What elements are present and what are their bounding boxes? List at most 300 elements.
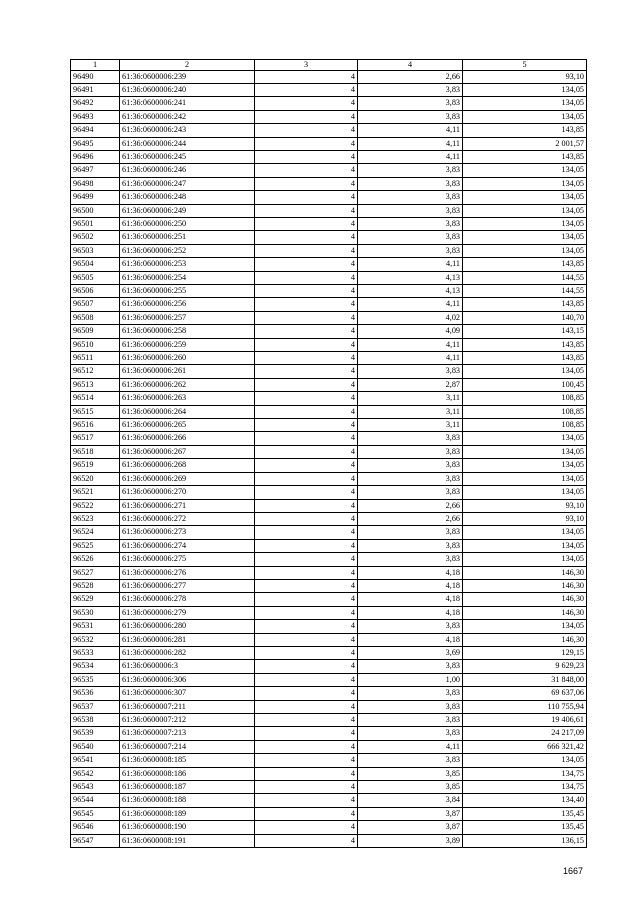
- table-row: [71, 539, 587, 552]
- cadastral-number-cell: 61:36:0600006:277: [120, 579, 255, 592]
- table-row: [71, 754, 587, 767]
- cadastral-number-cell: 61:36:0600006:261: [120, 365, 255, 378]
- category-cell: 4: [255, 834, 358, 847]
- cadastral-number-cell: 61:36:0600008:188: [120, 794, 255, 807]
- table-row: [71, 606, 587, 619]
- table-body: [71, 70, 587, 848]
- rate-cell: 3,83: [358, 217, 463, 230]
- cadastral-number-cell: 61:36:0600006:260: [120, 352, 255, 365]
- cadastral-number-cell: 61:36:0600008:190: [120, 821, 255, 834]
- row-number-cell: 96524: [71, 526, 120, 539]
- category-cell: 4: [255, 553, 358, 566]
- amount-cell: 134,05: [463, 432, 587, 445]
- rate-cell: 3,84: [358, 794, 463, 807]
- amount-cell: 134,05: [463, 459, 587, 472]
- row-number-cell: 96504: [71, 258, 120, 271]
- category-cell: 4: [255, 432, 358, 445]
- rate-cell: 3,83: [358, 660, 463, 673]
- row-number-cell: 96499: [71, 191, 120, 204]
- table-row: [71, 258, 587, 271]
- row-number-cell: 96500: [71, 204, 120, 217]
- category-cell: 4: [255, 687, 358, 700]
- cadastral-number-cell: 61:36:0600006:247: [120, 177, 255, 190]
- table-row: [71, 419, 587, 432]
- rate-cell: 4,11: [358, 338, 463, 351]
- row-number-cell: 96541: [71, 754, 120, 767]
- row-number-cell: 96507: [71, 298, 120, 311]
- category-cell: 4: [255, 70, 358, 83]
- table-row: [71, 714, 587, 727]
- row-number-cell: 96525: [71, 539, 120, 552]
- table-row: [71, 352, 587, 365]
- rate-cell: 1,00: [358, 673, 463, 686]
- row-number-cell: 96506: [71, 285, 120, 298]
- amount-cell: 129,15: [463, 646, 587, 659]
- column-header-4: 4: [358, 60, 463, 71]
- category-cell: 4: [255, 177, 358, 190]
- cadastral-number-cell: 61:36:0600006:269: [120, 472, 255, 485]
- cadastral-number-cell: 61:36:0600006:280: [120, 620, 255, 633]
- rate-cell: 3,83: [358, 177, 463, 190]
- table-row: [71, 445, 587, 458]
- amount-cell: 134,05: [463, 191, 587, 204]
- category-cell: 4: [255, 700, 358, 713]
- rate-cell: 3,85: [358, 781, 463, 794]
- table-row: [71, 781, 587, 794]
- amount-cell: 134,05: [463, 539, 587, 552]
- table-row: [71, 700, 587, 713]
- category-cell: 4: [255, 740, 358, 753]
- table-row: [71, 338, 587, 351]
- cadastral-number-cell: 61:36:0600006:282: [120, 646, 255, 659]
- table-row: [71, 70, 587, 83]
- cadastral-number-cell: 61:36:0600006:243: [120, 124, 255, 137]
- amount-cell: 134,05: [463, 164, 587, 177]
- amount-cell: 9 629,23: [463, 660, 587, 673]
- cadastral-number-cell: 61:36:0600006:270: [120, 486, 255, 499]
- table-row: [71, 83, 587, 96]
- amount-cell: 146,30: [463, 579, 587, 592]
- cadastral-number-cell: 61:36:0600006:281: [120, 633, 255, 646]
- amount-cell: 93,10: [463, 512, 587, 525]
- rate-cell: 4,11: [358, 352, 463, 365]
- category-cell: 4: [255, 231, 358, 244]
- row-number-cell: 96544: [71, 794, 120, 807]
- column-header-5: 5: [463, 60, 587, 71]
- category-cell: 4: [255, 204, 358, 217]
- row-number-cell: 96532: [71, 633, 120, 646]
- category-cell: 4: [255, 459, 358, 472]
- table-row: [71, 459, 587, 472]
- rate-cell: 4,18: [358, 579, 463, 592]
- table-row: [71, 378, 587, 391]
- row-number-cell: 96508: [71, 311, 120, 324]
- cadastral-number-cell: 61:36:0600006:276: [120, 566, 255, 579]
- row-number-cell: 96517: [71, 432, 120, 445]
- row-number-cell: 96501: [71, 217, 120, 230]
- rate-cell: 3,89: [358, 834, 463, 847]
- amount-cell: 143,85: [463, 298, 587, 311]
- cadastral-number-cell: 61:36:0600006:268: [120, 459, 255, 472]
- table-row: [71, 204, 587, 217]
- cadastral-number-cell: 61:36:0600006:239: [120, 70, 255, 83]
- row-number-cell: 96493: [71, 110, 120, 123]
- row-number-cell: 96535: [71, 673, 120, 686]
- rate-cell: 4,11: [358, 124, 463, 137]
- category-cell: 4: [255, 539, 358, 552]
- amount-cell: 134,05: [463, 204, 587, 217]
- table-row: [71, 620, 587, 633]
- category-cell: 4: [255, 794, 358, 807]
- rate-cell: 3,83: [358, 486, 463, 499]
- amount-cell: 135,45: [463, 821, 587, 834]
- rate-cell: 4,11: [358, 150, 463, 163]
- table-row: [71, 311, 587, 324]
- row-number-cell: 96530: [71, 606, 120, 619]
- cadastral-number-cell: 61:36:0600006:252: [120, 244, 255, 257]
- amount-cell: 2 001,57: [463, 137, 587, 150]
- rate-cell: 3,83: [358, 231, 463, 244]
- category-cell: 4: [255, 821, 358, 834]
- data-table: [70, 59, 587, 848]
- rate-cell: 3,83: [358, 687, 463, 700]
- cadastral-number-cell: 61:36:0600006:265: [120, 419, 255, 432]
- row-number-cell: 96536: [71, 687, 120, 700]
- cadastral-number-cell: 61:36:0600006:306: [120, 673, 255, 686]
- table-row: [71, 244, 587, 257]
- rate-cell: 4,11: [358, 298, 463, 311]
- category-cell: 4: [255, 499, 358, 512]
- amount-cell: 136,15: [463, 834, 587, 847]
- category-cell: 4: [255, 754, 358, 767]
- category-cell: 4: [255, 338, 358, 351]
- cadastral-number-cell: 61:36:0600007:213: [120, 727, 255, 740]
- rate-cell: 3,83: [358, 526, 463, 539]
- category-cell: 4: [255, 311, 358, 324]
- cadastral-number-cell: 61:36:0600006:275: [120, 553, 255, 566]
- table-row: [71, 807, 587, 820]
- category-cell: 4: [255, 512, 358, 525]
- cadastral-number-cell: 61:36:0600007:212: [120, 714, 255, 727]
- row-number-cell: 96498: [71, 177, 120, 190]
- table-row: [71, 472, 587, 485]
- row-number-cell: 96491: [71, 83, 120, 96]
- amount-cell: 134,05: [463, 526, 587, 539]
- amount-cell: 108,85: [463, 405, 587, 418]
- rate-cell: 3,83: [358, 620, 463, 633]
- rate-cell: 4,09: [358, 325, 463, 338]
- cadastral-number-cell: 61:36:0600006:271: [120, 499, 255, 512]
- table-row: [71, 231, 587, 244]
- cadastral-number-cell: 61:36:0600006:244: [120, 137, 255, 150]
- amount-cell: 134,05: [463, 110, 587, 123]
- table-row: [71, 593, 587, 606]
- table-row: [71, 834, 587, 847]
- row-number-cell: 96543: [71, 781, 120, 794]
- table-row: [71, 405, 587, 418]
- category-cell: 4: [255, 325, 358, 338]
- rate-cell: 3,83: [358, 97, 463, 110]
- amount-cell: 134,05: [463, 217, 587, 230]
- table-row: [71, 177, 587, 190]
- category-cell: 4: [255, 660, 358, 673]
- row-number-cell: 96531: [71, 620, 120, 633]
- row-number-cell: 96518: [71, 445, 120, 458]
- table-header: [71, 60, 587, 71]
- category-cell: 4: [255, 83, 358, 96]
- category-cell: 4: [255, 124, 358, 137]
- row-number-cell: 96516: [71, 419, 120, 432]
- category-cell: 4: [255, 365, 358, 378]
- amount-cell: 146,30: [463, 593, 587, 606]
- amount-cell: 134,75: [463, 781, 587, 794]
- row-number-cell: 96505: [71, 271, 120, 284]
- cadastral-number-cell: 61:36:0600006:245: [120, 150, 255, 163]
- table-row: [71, 499, 587, 512]
- amount-cell: 134,05: [463, 97, 587, 110]
- row-number-cell: 96513: [71, 378, 120, 391]
- cadastral-number-cell: 61:36:0600006:254: [120, 271, 255, 284]
- cadastral-number-cell: 61:36:0600006:259: [120, 338, 255, 351]
- rate-cell: 4,18: [358, 633, 463, 646]
- amount-cell: 134,05: [463, 553, 587, 566]
- row-number-cell: 96545: [71, 807, 120, 820]
- table-row: [71, 271, 587, 284]
- row-number-cell: 96527: [71, 566, 120, 579]
- cadastral-number-cell: 61:36:0600007:214: [120, 740, 255, 753]
- rate-cell: 4,11: [358, 258, 463, 271]
- amount-cell: 144,55: [463, 271, 587, 284]
- amount-cell: 140,70: [463, 311, 587, 324]
- table-row: [71, 150, 587, 163]
- row-number-cell: 96522: [71, 499, 120, 512]
- table-row: [71, 285, 587, 298]
- cadastral-number-cell: 61:36:0600006:257: [120, 311, 255, 324]
- amount-cell: 144,55: [463, 285, 587, 298]
- cadastral-number-cell: 61:36:0600006:251: [120, 231, 255, 244]
- cadastral-number-cell: 61:36:0600006:273: [120, 526, 255, 539]
- row-number-cell: 96547: [71, 834, 120, 847]
- row-number-cell: 96509: [71, 325, 120, 338]
- row-number-cell: 96510: [71, 338, 120, 351]
- row-number-cell: 96542: [71, 767, 120, 780]
- amount-cell: 100,45: [463, 378, 587, 391]
- row-number-cell: 96502: [71, 231, 120, 244]
- amount-cell: 146,30: [463, 633, 587, 646]
- row-number-cell: 96492: [71, 97, 120, 110]
- rate-cell: 3,83: [358, 553, 463, 566]
- amount-cell: 108,85: [463, 392, 587, 405]
- rate-cell: 3,83: [358, 365, 463, 378]
- category-cell: 4: [255, 673, 358, 686]
- category-cell: 4: [255, 807, 358, 820]
- row-number-cell: 96529: [71, 593, 120, 606]
- rate-cell: 4,13: [358, 271, 463, 284]
- category-cell: 4: [255, 137, 358, 150]
- table-row: [71, 512, 587, 525]
- cadastral-number-cell: 61:36:0600006:267: [120, 445, 255, 458]
- category-cell: 4: [255, 164, 358, 177]
- row-number-cell: 96490: [71, 70, 120, 83]
- cadastral-number-cell: 61:36:0600006:3: [120, 660, 255, 673]
- header-row: [71, 60, 587, 71]
- amount-cell: 134,05: [463, 244, 587, 257]
- table-row: [71, 365, 587, 378]
- cadastral-number-cell: 61:36:0600006:278: [120, 593, 255, 606]
- cadastral-number-cell: 61:36:0600006:250: [120, 217, 255, 230]
- amount-cell: 134,05: [463, 620, 587, 633]
- category-cell: 4: [255, 298, 358, 311]
- cadastral-number-cell: 61:36:0600006:246: [120, 164, 255, 177]
- amount-cell: 146,30: [463, 606, 587, 619]
- row-number-cell: 96526: [71, 553, 120, 566]
- rate-cell: 3,83: [358, 754, 463, 767]
- rate-cell: 4,11: [358, 740, 463, 753]
- amount-cell: 143,85: [463, 124, 587, 137]
- table-row: [71, 110, 587, 123]
- amount-cell: 143,85: [463, 352, 587, 365]
- category-cell: 4: [255, 526, 358, 539]
- cadastral-number-cell: 61:36:0600006:256: [120, 298, 255, 311]
- table-row: [71, 526, 587, 539]
- amount-cell: 24 217,09: [463, 727, 587, 740]
- amount-cell: 108,85: [463, 419, 587, 432]
- cadastral-number-cell: 61:36:0600006:279: [120, 606, 255, 619]
- table-row: [71, 325, 587, 338]
- amount-cell: 146,30: [463, 566, 587, 579]
- table-row: [71, 767, 587, 780]
- row-number-cell: 96494: [71, 124, 120, 137]
- amount-cell: 134,05: [463, 472, 587, 485]
- category-cell: 4: [255, 606, 358, 619]
- cadastral-number-cell: 61:36:0600006:262: [120, 378, 255, 391]
- table-row: [71, 432, 587, 445]
- category-cell: 4: [255, 781, 358, 794]
- row-number-cell: 96534: [71, 660, 120, 673]
- table-row: [71, 191, 587, 204]
- amount-cell: 134,05: [463, 365, 587, 378]
- cadastral-number-cell: 61:36:0600006:272: [120, 512, 255, 525]
- amount-cell: 143,15: [463, 325, 587, 338]
- rate-cell: 3,87: [358, 807, 463, 820]
- row-number-cell: 96495: [71, 137, 120, 150]
- category-cell: 4: [255, 258, 358, 271]
- table-row: [71, 821, 587, 834]
- table-row: [71, 687, 587, 700]
- table-row: [71, 740, 587, 753]
- amount-cell: 134,05: [463, 83, 587, 96]
- rate-cell: 3,11: [358, 392, 463, 405]
- row-number-cell: 96521: [71, 486, 120, 499]
- row-number-cell: 96540: [71, 740, 120, 753]
- cadastral-number-cell: 61:36:0600006:253: [120, 258, 255, 271]
- rate-cell: 4,11: [358, 137, 463, 150]
- row-number-cell: 96523: [71, 512, 120, 525]
- amount-cell: 143,85: [463, 338, 587, 351]
- table-row: [71, 660, 587, 673]
- amount-cell: 134,40: [463, 794, 587, 807]
- rate-cell: 3,83: [358, 539, 463, 552]
- row-number-cell: 96511: [71, 352, 120, 365]
- category-cell: 4: [255, 191, 358, 204]
- cadastral-number-cell: 61:36:0600006:248: [120, 191, 255, 204]
- category-cell: 4: [255, 633, 358, 646]
- row-number-cell: 96533: [71, 646, 120, 659]
- table-row: [71, 164, 587, 177]
- rate-cell: 3,83: [358, 727, 463, 740]
- category-cell: 4: [255, 593, 358, 606]
- amount-cell: 134,75: [463, 767, 587, 780]
- category-cell: 4: [255, 271, 358, 284]
- category-cell: 4: [255, 244, 358, 257]
- category-cell: 4: [255, 150, 358, 163]
- cadastral-number-cell: 61:36:0600006:264: [120, 405, 255, 418]
- rate-cell: 2,66: [358, 499, 463, 512]
- rate-cell: 3,69: [358, 646, 463, 659]
- amount-cell: 135,45: [463, 807, 587, 820]
- category-cell: 4: [255, 486, 358, 499]
- row-number-cell: 96520: [71, 472, 120, 485]
- cadastral-number-cell: 61:36:0600006:242: [120, 110, 255, 123]
- rate-cell: 3,83: [358, 164, 463, 177]
- rate-cell: 3,83: [358, 459, 463, 472]
- rate-cell: 3,83: [358, 445, 463, 458]
- category-cell: 4: [255, 419, 358, 432]
- table-row: [71, 794, 587, 807]
- cadastral-number-cell: 61:36:0600006:274: [120, 539, 255, 552]
- rate-cell: 3,85: [358, 767, 463, 780]
- rate-cell: 2,66: [358, 512, 463, 525]
- column-header-2: 2: [120, 60, 255, 71]
- rate-cell: 3,87: [358, 821, 463, 834]
- category-cell: 4: [255, 352, 358, 365]
- rate-cell: 4,18: [358, 593, 463, 606]
- rate-cell: 3,11: [358, 419, 463, 432]
- rate-cell: 3,83: [358, 700, 463, 713]
- category-cell: 4: [255, 217, 358, 230]
- category-cell: 4: [255, 285, 358, 298]
- category-cell: 4: [255, 620, 358, 633]
- rate-cell: 4,18: [358, 566, 463, 579]
- rate-cell: 3,83: [358, 472, 463, 485]
- rate-cell: 3,83: [358, 83, 463, 96]
- table-row: [71, 97, 587, 110]
- rate-cell: 3,83: [358, 432, 463, 445]
- category-cell: 4: [255, 445, 358, 458]
- category-cell: 4: [255, 646, 358, 659]
- row-number-cell: 96512: [71, 365, 120, 378]
- amount-cell: 134,05: [463, 177, 587, 190]
- category-cell: 4: [255, 727, 358, 740]
- category-cell: 4: [255, 566, 358, 579]
- row-number-cell: 96546: [71, 821, 120, 834]
- amount-cell: 19 406,61: [463, 714, 587, 727]
- rate-cell: 3,83: [358, 110, 463, 123]
- cadastral-number-cell: 61:36:0600007:211: [120, 700, 255, 713]
- category-cell: 4: [255, 110, 358, 123]
- table-row: [71, 579, 587, 592]
- table-row: [71, 646, 587, 659]
- cadastral-number-cell: 61:36:0600008:187: [120, 781, 255, 794]
- amount-cell: 93,10: [463, 70, 587, 83]
- rate-cell: 3,83: [358, 191, 463, 204]
- cadastral-number-cell: 61:36:0600006:241: [120, 97, 255, 110]
- cadastral-number-cell: 61:36:0600006:240: [120, 83, 255, 96]
- rate-cell: 4,02: [358, 311, 463, 324]
- rate-cell: 4,18: [358, 606, 463, 619]
- row-number-cell: 96528: [71, 579, 120, 592]
- cadastral-number-cell: 61:36:0600006:263: [120, 392, 255, 405]
